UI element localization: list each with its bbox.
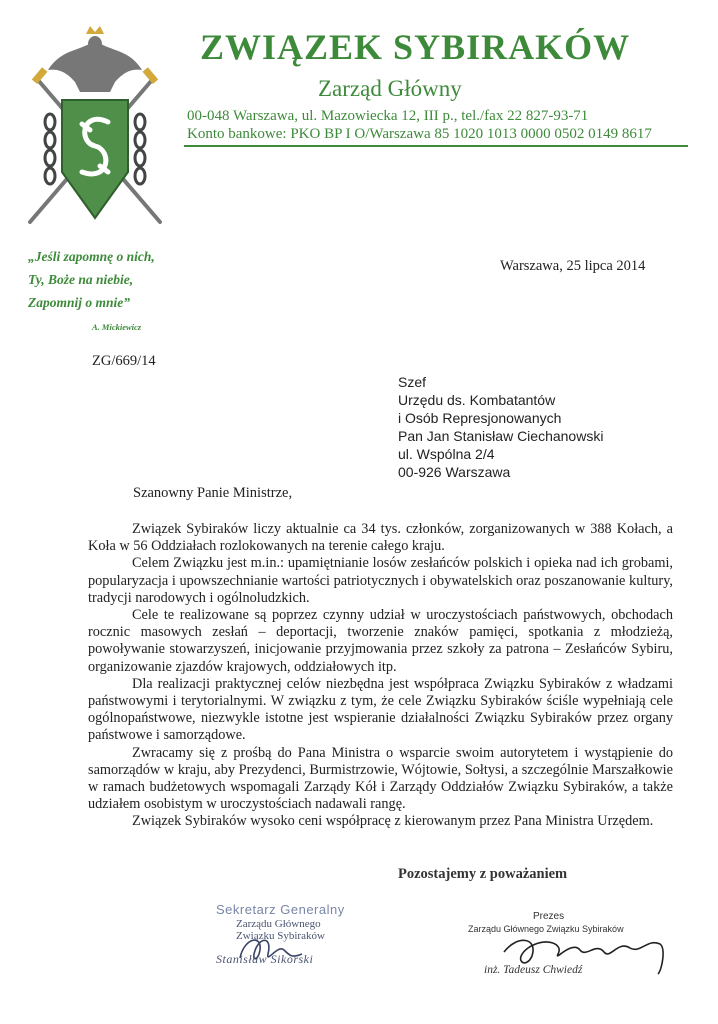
body-paragraph: Cele te realizowane są poprzez czynny udział w uroczystościach państwowych, obchodach rocznic masowych zesłań – deportacji, tworzenie znaków pamięci, spotkania z młodzieżą, powoływanie stowarzyszeń, inicjowanie przyjmowania przez szkoły za patrona – Zesłańców Sybiru, organizowanie zjazdów krajowych, oddziałowych itp. — [88, 607, 673, 675]
letter-date: Warszawa, 25 lipca 2014 — [500, 258, 646, 274]
recipient-line: Urzędu ds. Kombatantów — [398, 392, 556, 408]
recipient-line: 00-926 Warszawa — [398, 464, 511, 480]
closing-phrase: Pozostajemy z poważaniem — [398, 866, 568, 882]
motto-author: A. Mickiewicz — [92, 322, 142, 332]
body-paragraph: Celem Związku jest m.in.: upamiętnianie losów zesłańców polskich i opieka nad ich grobami, popularyzacja i upowszechnianie wartości patriotycznych i obywatelskich oraz poszanowanie kultury, tradycji narodowych i ogólnoludzkich. — [88, 555, 673, 606]
recipient-line: ul. Wspólna 2/4 — [398, 446, 495, 462]
motto-line-3: Zapomnij o mnie” — [28, 295, 131, 310]
stamp-right-line: Zarządu Głównego Związku Sybiraków — [468, 924, 624, 934]
organization-address: 00-048 Warszawa, ul. Mazowiecka 12, III p., tel./fax 22 827-93-71 — [187, 108, 589, 124]
left-signature-icon — [232, 928, 332, 968]
bank-account: Konto bankowe: PKO BP I O/Warszawa 85 1020 1013 0000 0502 0149 8617 — [187, 126, 652, 142]
organization-subtitle: Zarząd Główny — [318, 76, 462, 101]
stamp-left-name: Stanisław Sikorski — [216, 952, 314, 966]
salutation: Szanowny Panie Ministrze, — [133, 485, 293, 501]
body-paragraph: Zwracamy się z prośbą do Pana Ministra o wsparcie swoim autorytetem i wystąpienie do samorządów w kraju, aby Prezydenci, Burmistrzowie, Wójtowie, Sołtysi, a szczególnie Marszałkowie w ramach budżetowych wspomagali Zarządy Kół i Zarządy Oddziałów Związku Sybiraków, a także udziałem osobistym w uroczystościach nadawali rangę. — [88, 744, 673, 813]
motto-line-2: Ty, Boże na niebie, — [28, 272, 134, 287]
body-paragraph: Dla realizacji praktycznej celów niezbędna jest współpraca Związku Sybiraków z władzami państwowymi i terytorialnymi. W związku z tym, że cele Związku Sybiraków ściśle wypełniają cele ogólnopaństwowe, niezwykle istotne jest wspieranie działalności Związku Sybiraków przez organy państwowe i samorządowe. — [88, 675, 673, 744]
stamp-left-title: Sekretarz Generalny — [216, 902, 345, 917]
stamp-right-title: Prezes — [533, 911, 565, 922]
body-paragraph: Związek Sybiraków wysoko ceni współpracę z kierowanym przez Pana Ministra Urzędem. — [132, 813, 654, 830]
eagle-icon — [48, 26, 142, 92]
stamp-left-line: Zarządu Głównego — [236, 918, 321, 930]
recipient-line: Szef — [398, 374, 427, 390]
body-paragraph: Związek Sybiraków liczy aktualnie ca 34 tys. członków, zorganizowanych w 388 Kołach, a Koła w 56 Oddziałach rozlokowanych na terenie całego kraju. — [88, 521, 673, 555]
reference-number: ZG/669/14 — [92, 353, 156, 369]
header-divider — [184, 145, 688, 147]
recipient-line: i Osób Represjonowanych — [398, 410, 562, 426]
stamp-right-name: inż. Tadeusz Chwiedź — [484, 964, 583, 976]
right-signature-icon — [498, 930, 678, 976]
recipient-line: Pan Jan Stanisław Ciechanowski — [398, 428, 604, 444]
letter-body — [88, 521, 673, 831]
union-emblem-logo — [20, 22, 170, 242]
motto-line-1: „Jeśli zapomnę o nich, — [28, 249, 155, 264]
stamp-left-line: Związku Sybiraków — [236, 930, 325, 942]
organization-name: ZWIĄZEK SYBIRAKÓW — [200, 27, 631, 67]
